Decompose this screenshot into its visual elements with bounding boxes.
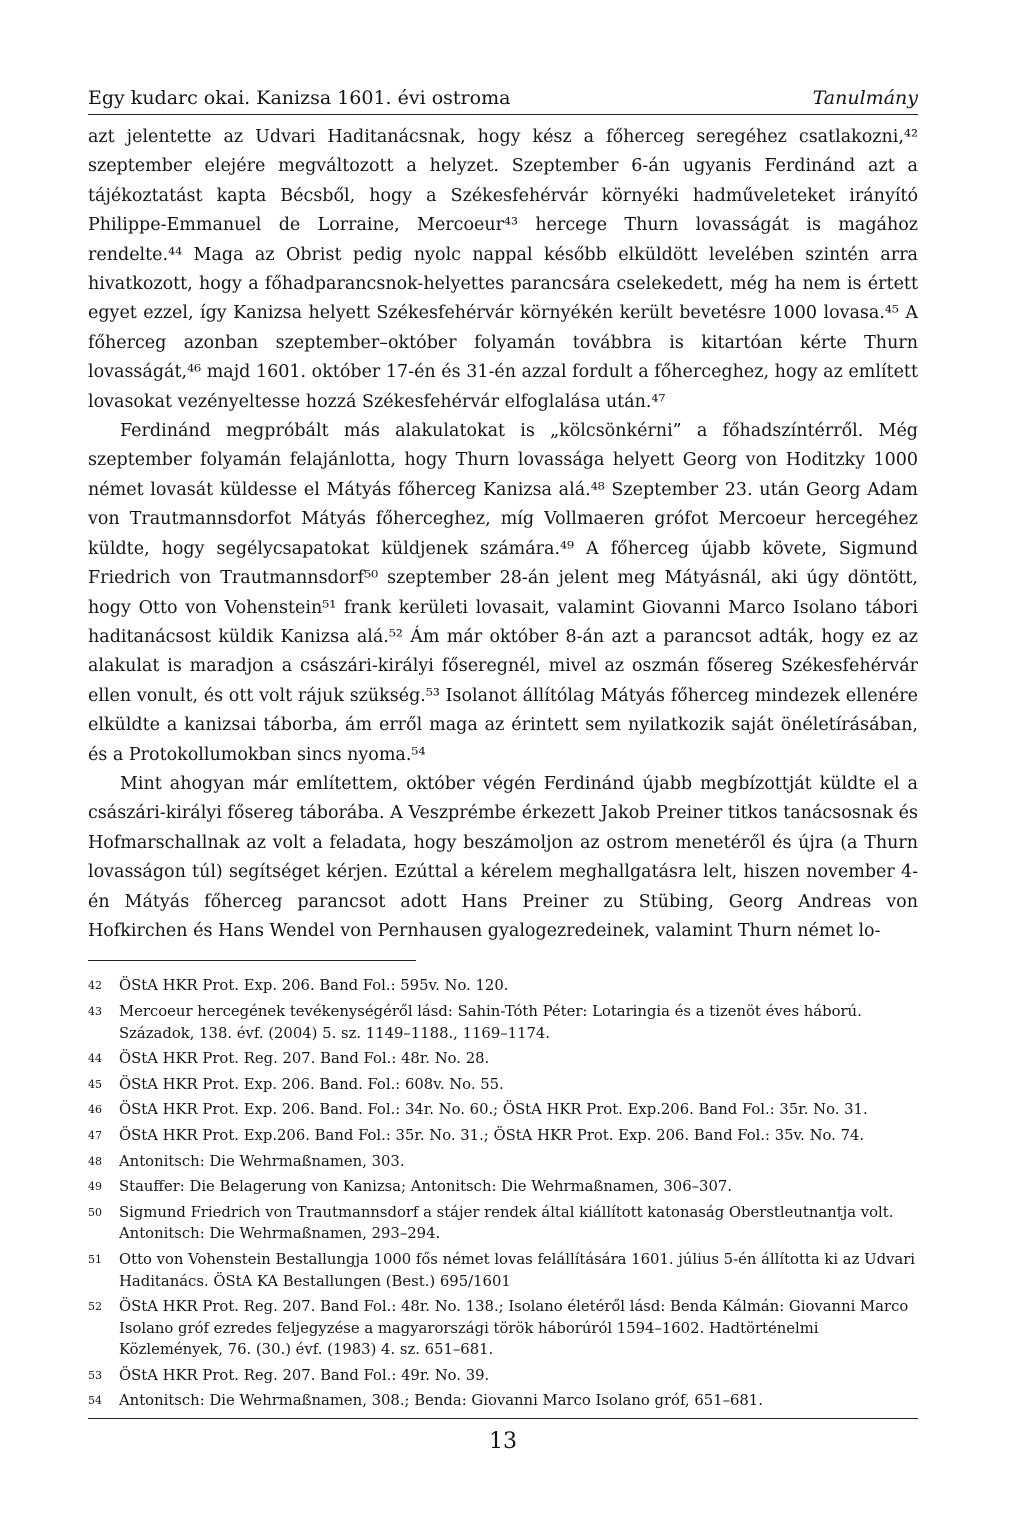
footnote-text: ÖStA HKR Prot. Exp.206. Band Fol.: 35r. No. 31.; ÖStA HKR Prot. Exp. 206. Band Fol.: 35v. No. 74. [119, 1126, 865, 1144]
footnote-number: 51 [88, 1252, 102, 1266]
footnote [88, 1151, 918, 1173]
document-page [88, 86, 918, 1454]
footnote-number: 52 [88, 1300, 102, 1314]
footnote-text: Antonitsch: Die Wehrmaßnamen, 308.; Benda: Giovanni Marco Isolano gróf, 651–681. [119, 1392, 763, 1410]
footnote [88, 1390, 918, 1412]
footnote [88, 1048, 918, 1070]
footnote-text: ÖStA HKR Prot. Exp. 206. Band. Fol.: 34r. No. 60.; ÖStA HKR Prot. Exp.206. Band Fol.: 35r. No. 31. [119, 1101, 868, 1119]
footnote-text: ÖStA HKR Prot. Exp. 206. Band. Fol.: 608v. No. 55. [119, 1075, 504, 1093]
footnote-text: ÖStA HKR Prot. Reg. 207. Band Fol.: 48r. No. 138.; Isolano életéről lásd: Benda Kálmán: Giovanni Marco Isolano gróf ezredes feljegyzése a magyarországi török háborúról 1594–1602. Hadtörténelmi Közlemények, 76. (30.) évf. (1983) 4. sz. 651–681. [119, 1298, 909, 1359]
footnote-text: Stauffer: Die Belagerung von Kanizsa; Antonitsch: Die Wehrmaßnamen, 306–307. [119, 1178, 732, 1196]
footnote-text: ÖStA HKR Prot. Reg. 207. Band Fol.: 48r. No. 28. [119, 1050, 490, 1068]
footnote [88, 1001, 918, 1044]
footnote-number: 46 [88, 1103, 102, 1117]
section-label: Tanulmány [812, 87, 918, 109]
footnote [88, 1296, 918, 1361]
paragraph: Mint ahogyan már említettem, október végén Ferdinánd újabb megbízottját küldte el a császári-királyi fősereg táborába. A Veszprémbe érkezett Jakob Preiner titkos tanácsosnak és Hofmarschallnak az volt a feladata, hogy beszámoljon az ostrom menetéről és újra (a Thurn lovasságon túl) segítséget kérjen. Ezúttal a kérelem meghallgatásra lelt, hiszen november 4-én Mátyás főherceg parancsot adott Hans Preiner zu Stübing, Georg Andreas von Hofkirchen és Hans Wendel von Pernhausen gyalogezredeinek, valamint Thurn német lo- [88, 773, 918, 941]
footnote-number: 54 [88, 1394, 102, 1408]
footnote [88, 975, 918, 997]
footnote-number: 42 [88, 979, 102, 993]
footnote [88, 1125, 918, 1147]
footnote-text: ÖStA HKR Prot. Reg. 207. Band Fol.: 49r. No. 39. [119, 1366, 490, 1384]
footnote-text: Sigmund Friedrich von Trautmannsdorf a stájer rendek által kiállított katonaság Oberstleutnantja volt. Antonitsch: Die Wehrmaßnamen, 293–294. [119, 1203, 894, 1243]
footnote [88, 1202, 918, 1245]
paragraph: azt jelentette az Udvari Haditanácsnak, hogy kész a főherceg seregéhez csatlakozni,⁴² szeptember elejére megváltozott a helyzet. Szeptember 6-án ugyanis Ferdinánd azt a tájékoztatást kapta Bécsből, hogy a Székesfehérvár környéki hadműveleteket irányító Philippe-Emmanuel de Lorraine, Mercoeur⁴³ hercege Thurn lovasságát is magához rendelte.⁴⁴ Maga az Obrist pedig nyolc nappal később elküldött levelében szintén arra hivatkozott, hogy a főhadparancsnok-helyettes parancsára cselekedett, még ha nem is értett egyet ezzel, így Kanizsa helyett Székesfehérvár környékén került bevetésre 1000 lovasa.⁴⁵ A főherceg azonban szeptember–október folyamán továbbra is kitartóan kérte Thurn lovasságát,⁴⁶ majd 1601. október 17-én és 31-én azzal fordult a főherceghez, hogy az említett lovasokat vezényeltesse hozzá Székesfehérvár elfoglalása után.⁴⁷ [88, 127, 918, 412]
footnote [88, 1176, 918, 1198]
footnote-number: 43 [88, 1004, 102, 1018]
bottom-rule [88, 1418, 918, 1419]
footnote-number: 47 [88, 1128, 102, 1142]
footnote-number: 48 [88, 1154, 102, 1168]
running-header [88, 86, 918, 115]
footnote [88, 1099, 918, 1121]
footnote-separator [88, 960, 416, 961]
footnote-text: Antonitsch: Die Wehrmaßnamen, 303. [119, 1152, 405, 1170]
footnote-number: 49 [88, 1180, 102, 1194]
footnote-number: 53 [88, 1368, 102, 1382]
footnote-number: 50 [88, 1205, 102, 1219]
running-title: Egy kudarc okai. Kanizsa 1601. évi ostroma [88, 87, 511, 109]
footnote-text: Mercoeur hercegének tevékenységéről lásd: Sahin-Tóth Péter: Lotaringia és a tizenöt éves háború. Századok, 138. évf. (2004) 5. sz. 1149–1188., 1169–1174. [119, 1002, 862, 1042]
footnote [88, 1365, 918, 1387]
footnote-number: 45 [88, 1077, 102, 1091]
footnote [88, 1074, 918, 1096]
footnote-number: 44 [88, 1052, 102, 1066]
body-text [88, 123, 918, 946]
footnotes [88, 975, 918, 1412]
footnote-text: ÖStA HKR Prot. Exp. 206. Band Fol.: 595v. No. 120. [119, 977, 509, 995]
footnote-text: Otto von Vohenstein Bestallungja 1000 fős német lovas felállítására 1601. július 5-én állította ki az Udvari Haditanács. ÖStA KA Bestallungen (Best.) 695/1601 [119, 1250, 916, 1290]
page-number: 13 [489, 1429, 517, 1455]
paragraph: Ferdinánd megpróbált más alakulatokat is „kölcsönkérni” a főhadszíntérről. Még szeptember folyamán felajánlotta, hogy Thurn lovassága helyett Georg von Hoditzky 1000 német lovasát küldesse el Mátyás főherceg Kanizsa alá.⁴⁸ Szeptember 23. után Georg Adam von Trautmannsdorfot Mátyás főherceghez, míg Vollmaeren grófot Mercoeur hercegéhez küldte, hogy segélycsapatokat küldjenek számára.⁴⁹ A főherceg újabb követe, Sigmund Friedrich von Trautmannsdorf⁵⁰ szeptember 28-án jelent meg Mátyásnál, aki úgy döntött, hogy Otto von Vohenstein⁵¹ frank kerületi lovasait, valamint Giovanni Marco Isolano tábori haditanácsost küldik Kanizsa alá.⁵² Ám már október 8-án azt a parancsot adták, hogy ez az alakulat is maradjon a császári-királyi főseregnél, mivel az oszmán fősereg Székesfehérvár ellen vonult, és ott volt rájuk szükség.⁵³ Isolanot állítólag Mátyás főherceg mindezek ellenére elküldte a kanizsai táborba, ám erről maga az érintett sem nyilatkozik saját önéletírásában, és a Protokollumokban sincs nyoma.⁵⁴ [88, 421, 918, 765]
footnote [88, 1249, 918, 1292]
